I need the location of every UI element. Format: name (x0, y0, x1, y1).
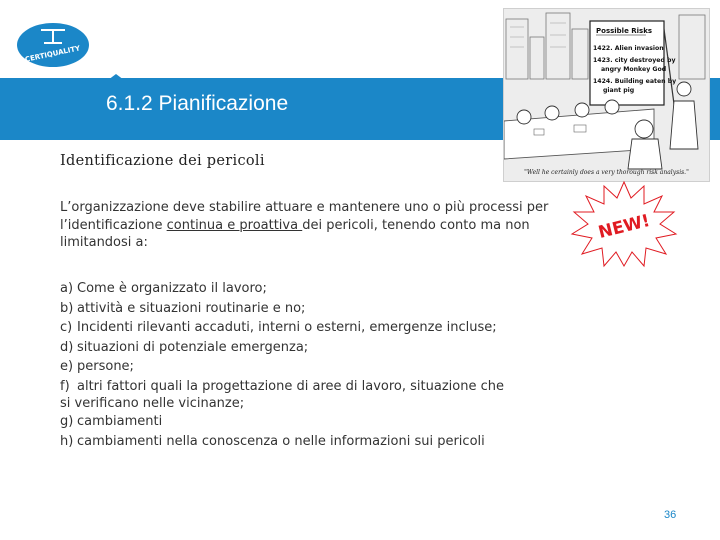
list-item (60, 412, 600, 432)
list-item-continuation: si verificano nelle vicinanze; (60, 396, 245, 411)
logo-text: CERTIQUALITY (24, 44, 81, 64)
list-item-text: Incidenti rilevanti accaduti, interni o esterni, emergenze incluse; (77, 320, 497, 335)
list-item-text: situazioni di potenziale emergenza; (77, 339, 309, 355)
new-stamp (568, 180, 680, 268)
intro-text-after: dei pericoli, tenendo conto ma non limitandosi a: (60, 217, 530, 250)
list-marker: c) (60, 320, 73, 335)
list-marker: e) (60, 359, 74, 374)
sign-line: 1423. city destroyed by (593, 57, 676, 64)
list-item (60, 432, 600, 452)
list-marker: b) (60, 300, 74, 316)
list-item (60, 279, 600, 299)
sign-line: 1422. Alien invasion (593, 45, 664, 52)
list-item-text: Come è organizzato il lavoro; (77, 281, 267, 296)
list-item (60, 318, 600, 338)
risk-cartoon (503, 8, 710, 182)
list-item (60, 377, 600, 413)
list-marker: a) (60, 281, 74, 296)
sign-line: 1424. Building eaten by (593, 78, 677, 85)
list-item-text: cambiamenti nella conoscenza o nelle informazioni sui pericoli (77, 433, 485, 449)
sign-title: Possible Risks (596, 27, 653, 35)
list-marker: h) (60, 433, 74, 449)
hazard-factors-list (60, 279, 600, 451)
list-item-text: attività e situazioni routinarie e no; (77, 300, 306, 316)
cartoon-caption: "Well he certainly does a very thorough risk analysis." (524, 169, 689, 176)
page-number: 36 (664, 509, 677, 521)
slide-title: 6.1.2 Pianificazione (106, 92, 289, 115)
banner-notch (108, 74, 124, 80)
section-heading: Identificazione dei pericoli (60, 153, 265, 169)
list-item (60, 338, 600, 358)
list-item-text: cambiamenti (77, 414, 163, 429)
cartoon-drawing (504, 9, 709, 181)
new-stamp-text: NEW! (596, 210, 653, 244)
list-item (60, 299, 600, 319)
list-item-text: altri fattori quali la progettazione di aree di lavoro, situazione che (77, 378, 504, 394)
list-marker: g) (60, 414, 74, 429)
intro-paragraph (60, 199, 560, 252)
sign-line: angry Monkey God (601, 66, 667, 73)
list-marker: d) (60, 339, 74, 355)
list-item-text: persone; (77, 359, 134, 374)
intro-text-before: L’organizzazione deve stabilire attuare e mantenere uno o più processi per l’identificazione (60, 200, 549, 233)
list-marker: f) (60, 378, 70, 394)
sign-line: giant pig (603, 87, 635, 94)
list-item (60, 357, 600, 377)
certiquality-logo (16, 22, 90, 68)
intro-text-underlined: continua e proattiva (166, 217, 303, 233)
